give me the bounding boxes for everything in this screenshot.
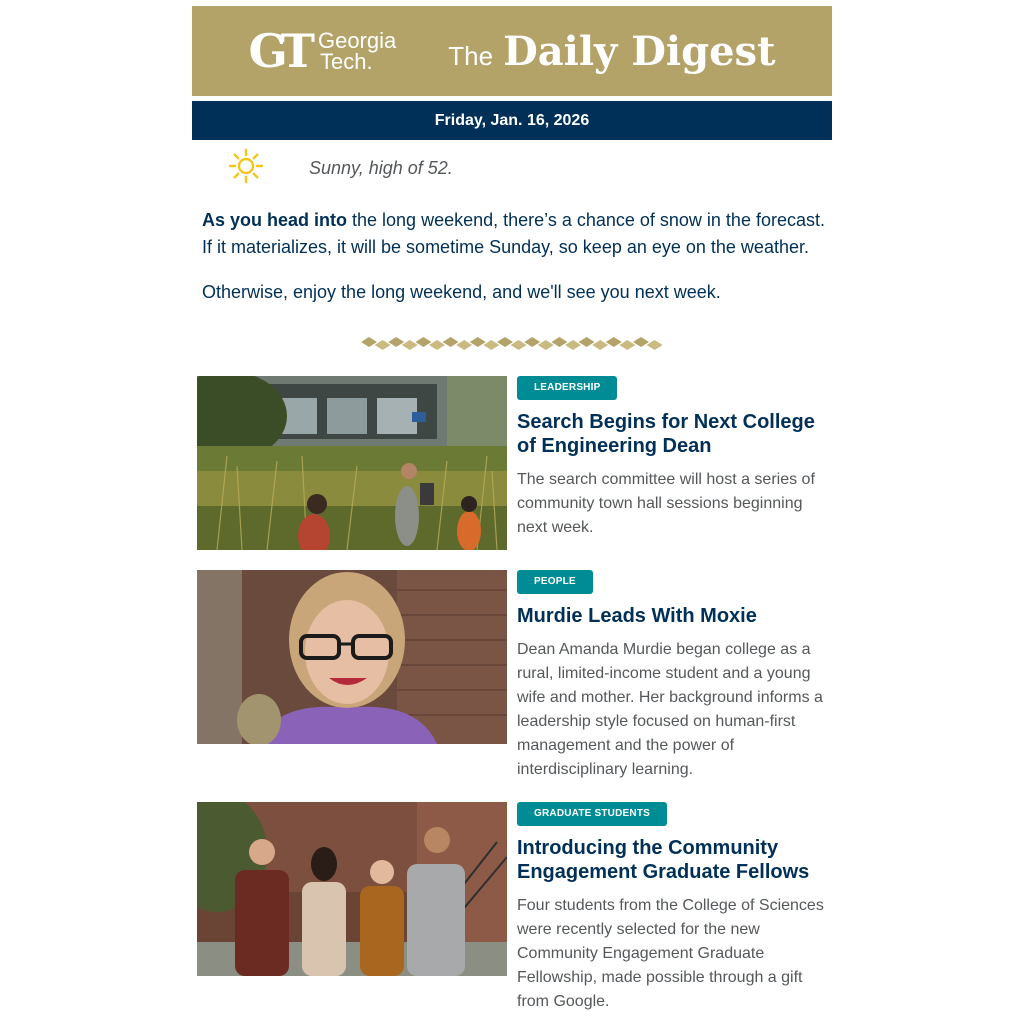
story-body (517, 802, 829, 1014)
weather-row (192, 146, 832, 190)
title-prefix: The (448, 40, 494, 71)
newsletter-title: Daily Digest (503, 27, 776, 75)
divider-diamond (524, 337, 540, 347)
category-tag[interactable]: GRADUATE STUDENTS (517, 802, 667, 826)
divider-diamond (456, 340, 472, 350)
story-summary: Dean Amanda Murdie began college as a rural, limited-income student and a young wife and mother. Her background informs a leadership style focused on human-first management and the power of interdisciplinary learning. (517, 641, 823, 778)
weather-forecast: Sunny, high of 52. (309, 158, 453, 178)
georgia-tech-logo[interactable] (248, 24, 397, 78)
divider-diamond (538, 340, 554, 350)
logo-line-1: Georgia (317, 28, 397, 53)
sun-icon (228, 148, 264, 184)
divider-diamond (606, 337, 622, 347)
divider-diamond (551, 337, 567, 347)
intro-lead-bold: As you head into (202, 210, 348, 230)
story-image-campus-walkway[interactable] (197, 376, 507, 550)
intro-lead-rest: the long weekend, there’s a chance of snow in the forecast. If it materializes, it will be sometime Sunday, so keep an eye on the weather. (202, 210, 825, 257)
divider-diamond (402, 340, 418, 350)
logo-wordmark (318, 30, 396, 72)
intro-paragraph-2: Otherwise, enjoy the long weekend, and we'll see you next week. (202, 282, 721, 302)
divider-diamond (483, 340, 499, 350)
divider-diamond (388, 337, 404, 347)
divider-diamond (565, 340, 581, 350)
story-summary: Four students from the College of Sciences were recently selected for the new Community Engagement Graduate Fellowship, made possible through a gift from Google. (517, 897, 824, 1010)
divider-diamond (470, 337, 486, 347)
divider-diamond (592, 340, 608, 350)
header-banner (192, 6, 832, 96)
divider-diamond (415, 337, 431, 347)
intro-paragraph-1 (202, 207, 827, 261)
story-image-portrait[interactable] (197, 570, 507, 744)
category-tag[interactable]: LEADERSHIP (517, 376, 617, 400)
category-tag[interactable]: PEOPLE (517, 570, 593, 594)
divider-diamond (497, 337, 513, 347)
story-body (517, 570, 829, 782)
diamond-divider (362, 335, 662, 353)
divider-diamond (633, 337, 649, 347)
story-headline[interactable]: Introducing the Community Engagement Graduate Fellows (517, 837, 810, 883)
divider-diamond (579, 337, 595, 347)
divider-diamond (443, 337, 459, 347)
story-body (517, 376, 829, 540)
story-headline[interactable]: Murdie Leads With Moxie (517, 605, 757, 627)
date-bar (192, 101, 832, 140)
divider-diamond (429, 340, 445, 350)
divider-diamond (619, 340, 635, 350)
intro-text (202, 207, 827, 324)
story-headline[interactable]: Search Begins for Next College of Engineering Dean (517, 411, 815, 457)
divider-diamond (375, 340, 391, 350)
issue-date: Friday, Jan. 16, 2026 (434, 111, 590, 129)
story-summary: The search committee will host a series of community town hall sessions beginning next week. (517, 471, 815, 536)
story-image-fellows-group[interactable] (197, 802, 507, 976)
divider-diamond (511, 340, 527, 350)
gt-logo-mark: GT (248, 24, 308, 78)
divider-diamond (362, 337, 377, 347)
logo-line-2: Tech. (319, 49, 373, 74)
divider-diamond (647, 340, 662, 350)
